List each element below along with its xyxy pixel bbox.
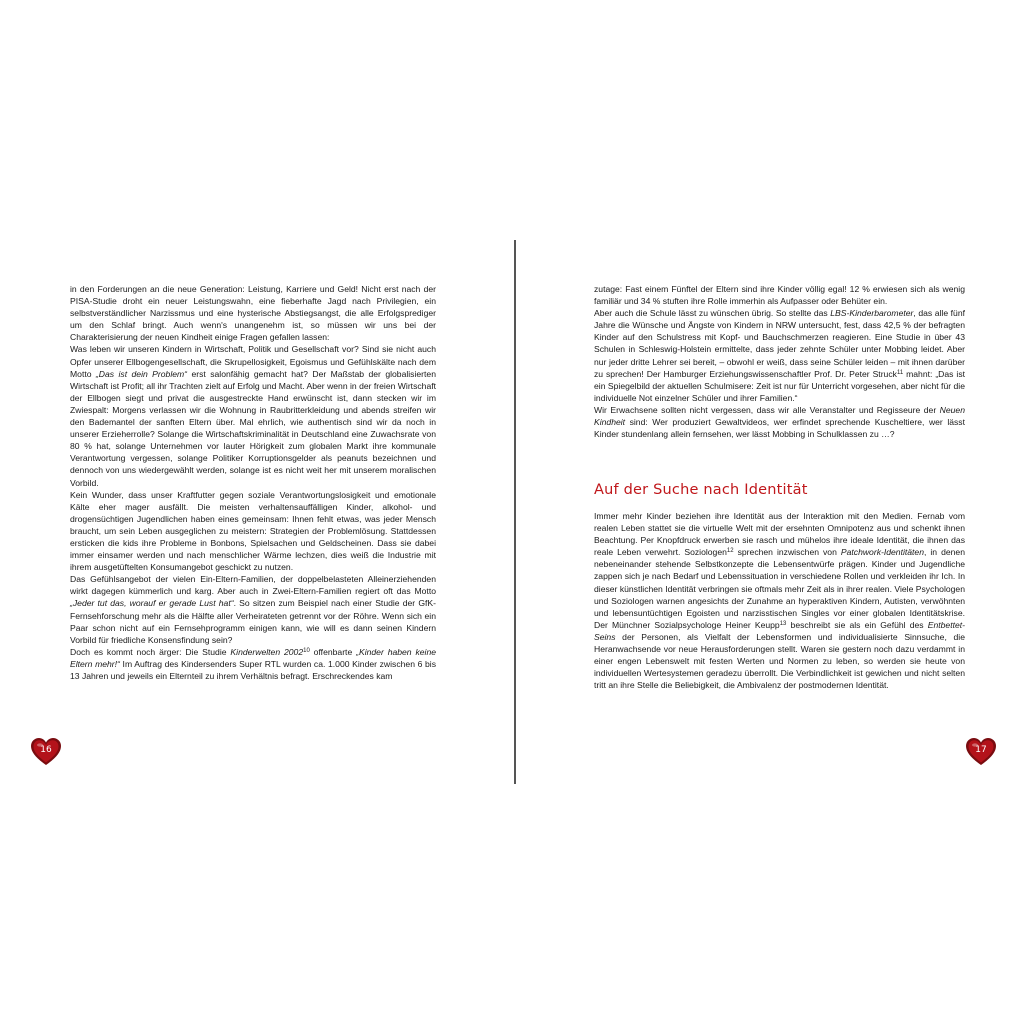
paragraph: Das Gefühlsangebot der vielen Ein-Eltern-Familien, der doppelbelasteten Alleinerziehenden wirkt dagegen kümmerlich und karg. Aber auch in Zwei-Eltern-Familien regiert oft das Motto „Jeder tut das, worauf er gerade Lust hat“. So sitzen zum Beispiel nach einer Studie der GfK-Fernsehforschung mehr als die Hälfte aller Verheirateten getrennt vor der Röhre. Wenn sich ein Paar schon nicht auf ein Fernsehprogramm einigen kann, wie will es dann seinen Kindern Vorbild für friedliche Konsensfindung sein? [70,574,436,645]
section-heading: Auf der Suche nach Identität [594,482,808,498]
page-number: 16 [40,745,52,755]
paragraph: Doch es kommt noch ärger: Die Studie Kinderwelten 2002$^{10}$ offenbarte „Kinder haben keine Eltern mehr!“ Im Auftrag des Kindersenders Super RTL wurden ca. 1.000 Kinder zwischen 6 bis 13 Jahren und jeweils ein Elternteil zu ihrem Verhältnis befragt. Erschreckendes kam [70,646,437,681]
page-number: 17 [975,745,987,755]
paragraph: Was leben wir unseren Kindern in Wirtschaft, Politik und Gesellschaft vor? Sind sie nicht auch Opfer unserer Ellbogengesellschaft, die Skrupellosigkeit, Egoismus und Gefühlskälte nach dem Motto „Das ist dein Problem“ erst salonfähig gemacht hat? Der Maßstab der globalisierten Wirtschaft ist Profit; all ihr Trachten zielt auf Erfolg und Macht. Aber wenn in der freien Wirtschaft der Ellbogen siegt und privat die ausgestreckte Hand erwünscht ist, dann stecken wir im Zwiespalt: Morgens verlassen wir die Wohnung in Raubritterkleidung und abends streifen wir den Bademantel der sanften Eltern über. Mal ehrlich, wie authentisch sind wir da noch in unserer Erzieherrolle? Solange die Wirtschaftskriminalität in Deutschland eine Zuwachsrate von 80 % hat, solange Unternehmen vor lauter Hörigkeit zum globalen Markt ihre kommunale Verantwortung vergessen, solange Politiker Korruptionsgelder als peanuts bezeichnen und dennoch von uns wiedergewählt werden, solange ist es nicht weit her mit unserem moralischen Vorbild. [70,344,436,488]
paragraph: zutage: Fast einem Fünftel der Eltern sind ihre Kinder völlig egal! 12 % erwiesen sich als wenig familiär und 34 % stuften ihre Rolle immerhin als Aufpasser oder Behüter ein. [594,284,965,307]
paragraph: Aber auch die Schule lässt zu wünschen übrig. So stellte das LBS-Kinderbarometer, das alle fünf Jahre die Wünsche und Ängste von Kindern in NRW untersucht, fest, dass 42,5 % der befragten Kinder auf den Schulstress mit Kopf- und Bauchschmerzen reagieren. Eine Studie in über 43 Schulen in Schleswig-Holstein ermittelte, dass jeder zehnte Schüler unter Mobbing leidet. Aber nur jeder dritte Lehrer sei bereit, – obwohl er weiß, dass seine Schüler leiden – mit ihnen darüber zu sprechen! Der Hamburger Erziehungswissenschaftler Prof. Dr. Peter Struck$^{11}$ mahnt: „Das ist ein Spiegelbild der aktuellen Schulmisere: Zeit ist nur für Unterricht vorgesehen, aber nicht für die individuelle Not einzelner Schüler und ihrer Familien.“ [594,308,965,403]
right-page-text-bottom [594,510,965,691]
page-number-badge-right [965,736,997,768]
footnote-marker: 12 [726,548,734,555]
paragraph: Kein Wunder, dass unser Kraftfutter gegen soziale Verantwortungslosigkeit und emotionale Kälte eher mager ausfällt. Die meisten verhaltensauffälligen Kinder, alkohol- und drogensüchtigen Jugendlichen haben eines gemeinsam: Ihnen fehlt etwas, was jeder Mensch braucht, um sein Leben ausgeglichen zu meistern: Strategien der Problemlösung. Stattdessen ersticken die kids ihre Probleme in Bonbons, Spielsachen und Geldscheinen. Dass sie dabei immer einsamer werden und nach menschlicher Wärme lechzen, dies weiß die Industrie mit ihrem ausgetüftelten Konsumangebot geschickt zu nutzen. [70,489,436,573]
footnote-marker: 11 [896,369,904,376]
paragraph: Wir Erwachsene sollten nicht vergessen, dass wir alle Veranstalter und Regisseure der Neuen Kindheit sind: Wer produziert Gewaltvideos, wer erfindet sprechende Kuscheltiere, wer lässt Kinder stundenlang allein fernsehen, wer lässt Mobbing in Schulklassen zu …? [594,404,965,440]
page-number-badge-left [30,736,62,768]
left-page-text [70,283,436,682]
footnote-marker: 13 [779,620,787,627]
footnote-marker: 10 [303,647,310,654]
paragraph: Immer mehr Kinder beziehen ihre Identität aus der Interaktion mit den Medien. Fernab vom realen Leben stattet sie die virtuelle Welt mit der ersehnten Omnipotenz aus und schenkt ihnen Beachtung. Per Knopfdruck erwerben sie rasch und mühelos ihre ideale Identität, die ihnen das reale Leben verwehrt. Soziologen$^{12}$ sprechen inzwischen von Patchwork-Identitäten, in denen nebeneinander stehende Selbstkonzepte die Lebensentwürfe prägen. Kinder und Jugendliche zappen sich je nach Bedarf und Lebenssituation in verschiedene Rollen und verkleiden ihr Ich. In dieser künstlichen Identität verbringen sie oftmals mehr Zeit als in ihrer realen. Viele Psychologen und Soziologen warnen angesichts der Zunahme an hyperaktiven Kindern, Autisten, verwöhnten und lebensuntüchtigen Egoisten und narzisstischen Singles vor einer globalen Identitätskrise. Der Münchner Sozialpsychologe Heiner Keupp$^{13}$ beschreibt sie als ein Gefühl des Entbettet-Seins der Personen, als Vielfalt der Lebensformen und individualisierte Sinnsuche, die Heranwachsende vor neue Herausforderungen stellt. Waren sie gestern noch dazu verdammt in einer engen Lebenswelt mit festen Werten und Normen zu leben, so werden sie heute von individuellen Wertesystemen geradezu überrollt. Die Verbindlichkeit ist gewichen und nicht selten tritt an ihre Stelle die Beliebigkeit, die Ambivalenz der postmodernen Identität. [594,511,965,691]
right-page [512,0,1024,1024]
paragraph: in den Forderungen an die neue Generation: Leistung, Karriere und Geld! Nicht erst nach der PISA-Studie droht ein neuer Leistungswahn, eine fieberhafte Jagd nach Privilegien, ein selbstverständlicher Narzissmus und eine hysterische Abstiegsangst, die alle Erfolgsprediger um den Schlaf bringt. Auch wenn's unangenehm ist, so müssen wir uns bei der Charakterisierung der neuen Kindheit einige Fragen gefallen lassen: [70,284,436,343]
right-page-text-top [594,283,965,440]
